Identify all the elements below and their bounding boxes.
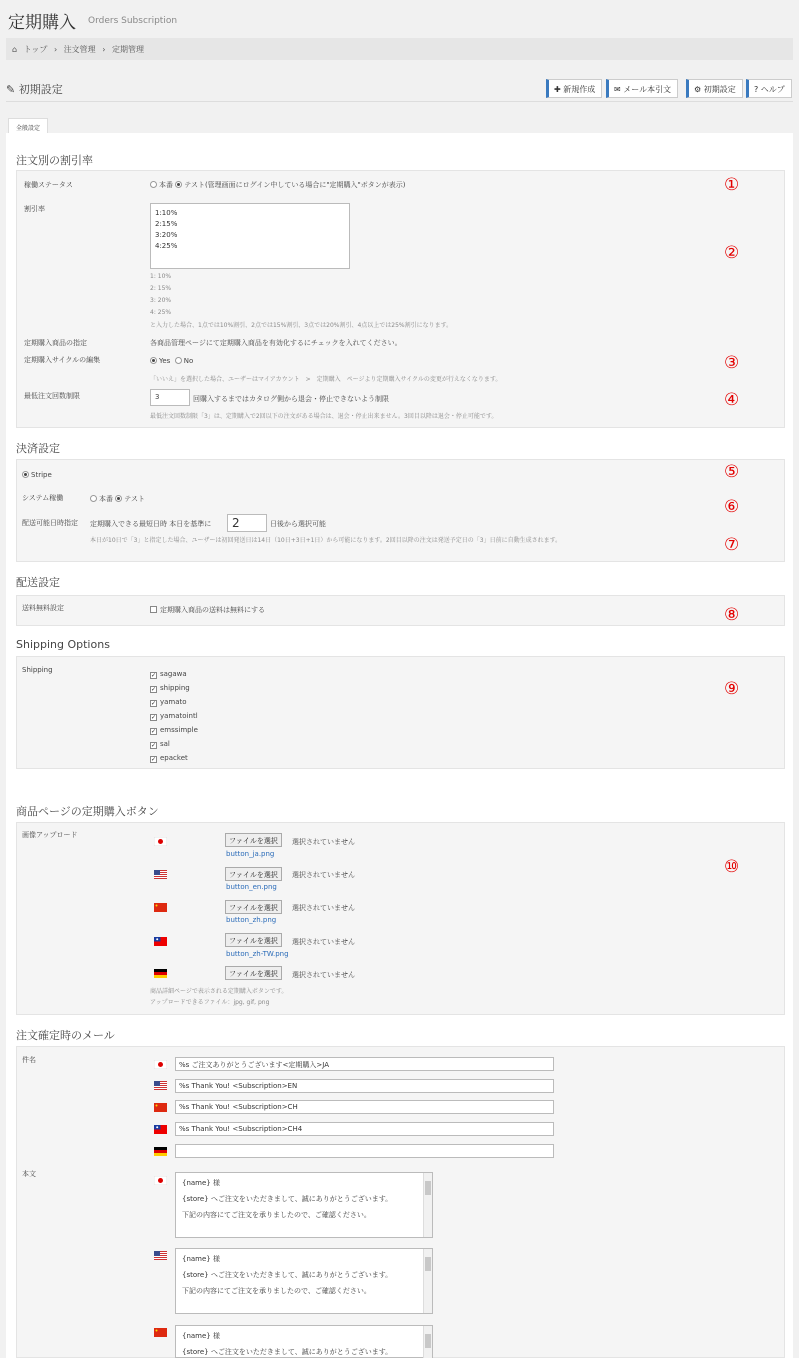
min-order-text: 回購入するまではカタログ側から退会・停止できないよう制限 [193, 395, 389, 403]
subject-input-zh[interactable]: %s Thank You! <Subscription>CH [175, 1100, 554, 1114]
file-choose-button-en[interactable]: ファイルを選択 [225, 867, 282, 881]
body-line: {store} へご注文をいただきまして、誠にありがとうございます。 [182, 1271, 393, 1279]
body-textarea-zh[interactable] [175, 1325, 433, 1358]
cycle-yes-radio[interactable] [150, 357, 157, 364]
delivery-pre: 定期購入できる最短日時 本日を基準に [90, 520, 212, 528]
checkbox[interactable]: ✓ [151, 728, 157, 735]
mail-heading: 注文確定時のメール [16, 1029, 115, 1042]
shipping-options-heading: Shipping Options [16, 638, 110, 651]
payment-heading: 決済設定 [16, 442, 60, 455]
delivery-post: 日後から選択可能 [270, 520, 326, 528]
file-status-zh-tw: 選択されていません [292, 938, 355, 946]
shipping-settings-box [16, 595, 785, 626]
china-flag-icon [154, 1103, 167, 1112]
breadcrumb-home[interactable]: トップ [23, 45, 48, 54]
taiwan-flag-icon [154, 1125, 167, 1134]
system-test-radio[interactable] [115, 495, 122, 502]
initial-settings-button[interactable]: ⚙ 初期設定 [686, 79, 743, 98]
stripe-radio[interactable] [22, 471, 29, 478]
us-flag-icon [154, 870, 167, 879]
checkbox[interactable]: ✓ [151, 700, 157, 707]
tab-general[interactable]: 全般設定 [8, 118, 48, 133]
upload-note-2: アップロードできるファイル：jpg, gif, png [150, 999, 270, 1006]
marker-10: ⑩ [724, 857, 740, 877]
rate-hint-2: 2: 15% [150, 285, 172, 292]
shipping-option-shipping: ✓ shipping [151, 684, 190, 693]
status-live-radio[interactable] [150, 181, 157, 188]
breadcrumb: ⌂ トップ › 注文管理 › 定期管理 [6, 38, 793, 60]
marker-5: ⑤ [724, 462, 740, 482]
status-options: 本番 テスト(管理画面にログイン中している場合に"定期購入"ボタンが表示) [150, 180, 406, 190]
mail-template-button[interactable]: ✉ メール本引文 [606, 79, 678, 98]
system-live-radio[interactable] [90, 495, 97, 502]
free-shipping-option: 定期購入商品の送料は無料にする [150, 605, 265, 615]
marker-9: ⑨ [724, 679, 740, 699]
body-line: {store} へご注文をいただきまして、誠にありがとうございます。 [182, 1348, 393, 1356]
file-link-zh[interactable]: button_zh.png [226, 916, 277, 924]
min-order-note: 最低注文回数制限「3」は、定期購入で2回以下の注文がある場合は、退会・停止出来ません。3回目以降は退会・停止可能です。 [150, 413, 498, 420]
body-line: {store} へご注文をいただきまして、誠にありがとうございます。 [182, 1195, 393, 1203]
shipping-settings-heading: 配送設定 [16, 576, 60, 589]
discount-heading: 注文別の割引率 [16, 154, 93, 167]
divider [6, 101, 793, 102]
delivery-label: 配送可能日時指定 [22, 519, 78, 527]
us-flag-icon [154, 1251, 167, 1260]
rate-hint-1: 1: 10% [150, 273, 172, 280]
subject-label: 件名 [22, 1056, 36, 1064]
body-line: 下記の内容にてご注文を承りましたので、ご確認ください。 [182, 1211, 371, 1219]
section-title: ✎ 初期設定 [6, 83, 63, 96]
marker-7: ⑦ [724, 535, 740, 555]
shipping-option-emssimple: ✓ emssimple [151, 726, 198, 735]
upload-note-1: 商品詳細ページで表示される定期購入ボタンです。 [150, 988, 288, 995]
file-status-de: 選択されていません [292, 971, 355, 979]
new-button[interactable]: ✚ 新規作成 [546, 79, 602, 98]
japan-flag-icon [154, 1176, 167, 1185]
envelope-icon: ✉ [614, 85, 621, 94]
file-link-zh-tw[interactable]: button_zh-TW.png [226, 950, 289, 958]
scrollbar[interactable] [423, 1173, 432, 1237]
rate-textarea[interactable]: 1:10% 2:15% 3:20% 4:25% [150, 203, 350, 269]
cycle-label: 定期購入サイクルの編集 [24, 356, 101, 364]
shipping-option-sal: ✓ sal [151, 740, 170, 749]
shipping-option-yamato: ✓ yamato [151, 698, 187, 707]
system-label: システム稼働 [22, 494, 64, 502]
shipping-option-epacket: ✓ epacket [151, 754, 188, 763]
file-choose-button-zh-tw[interactable]: ファイルを選択 [225, 933, 282, 947]
shipping-options-box [16, 656, 785, 769]
payment-box [16, 459, 785, 562]
scrollbar[interactable] [423, 1249, 432, 1313]
min-order-input[interactable]: 3 [150, 389, 190, 406]
help-button[interactable]: ? ヘルプ [746, 79, 792, 98]
rate-label: 割引率 [24, 205, 45, 213]
status-test-radio[interactable] [175, 181, 182, 188]
body-line: 下記の内容にてご注文を承りましたので、ご確認ください。 [182, 1287, 371, 1295]
system-options: 本番 テスト [90, 494, 145, 504]
file-choose-button-zh[interactable]: ファイルを選択 [225, 900, 282, 914]
product-text: 各商品管理ページにて定期購入商品を有効化するにチェックを入れてください。 [150, 339, 402, 347]
japan-flag-icon [154, 837, 167, 846]
free-shipping-label: 送料無料設定 [22, 604, 64, 612]
rate-hint-4: 4: 25% [150, 309, 172, 316]
file-link-ja[interactable]: button_ja.png [226, 850, 275, 858]
checkbox[interactable]: ✓ [151, 672, 157, 679]
germany-flag-icon [154, 969, 167, 978]
gear-icon: ⚙ [694, 85, 702, 94]
subject-input-zh-tw[interactable]: %s Thank You! <Subscription>CH4 [175, 1122, 554, 1136]
marker-1: ① [724, 175, 740, 195]
status-label: 稼働ステータス [24, 181, 73, 189]
file-status-en: 選択されていません [292, 871, 355, 879]
file-status-zh: 選択されていません [292, 904, 355, 912]
checkbox[interactable]: ✓ [151, 756, 157, 763]
us-flag-icon [154, 1081, 167, 1090]
page-title: 定期購入 [8, 13, 76, 33]
subject-input-en[interactable]: %s Thank You! <Subscription>EN [175, 1079, 554, 1093]
delivery-days-input[interactable]: 2 [227, 514, 267, 532]
checkbox[interactable]: ✓ [151, 714, 157, 721]
edit-icon: ✎ [6, 83, 16, 96]
product-label: 定期購入商品の指定 [24, 339, 87, 347]
page-subtitle: Orders Subscription [88, 16, 178, 26]
free-shipping-checkbox[interactable] [150, 606, 157, 613]
shipping-option-yamatointl: ✓ yamatointl [151, 712, 198, 721]
stripe-option: Stripe [22, 471, 52, 479]
button-section-box [16, 822, 785, 1015]
body-textarea-en[interactable] [175, 1248, 433, 1314]
button-section-heading: 商品ページの定期購入ボタン [16, 805, 159, 818]
breadcrumb-orders[interactable]: 注文管理 [63, 45, 96, 54]
cycle-options: Yes No [150, 357, 193, 365]
marker-4: ④ [724, 390, 740, 410]
marker-3: ③ [724, 353, 740, 373]
discount-box [16, 170, 785, 428]
plus-icon: ✚ [554, 85, 561, 94]
marker-6: ⑥ [724, 497, 740, 517]
min-order-label: 最低注文回数制限 [24, 392, 80, 400]
cycle-no-radio[interactable] [175, 357, 182, 364]
checkbox[interactable]: ✓ [151, 742, 157, 749]
delivery-note: 本日が10日で「3」と指定した場合、ユーザーは初回発送日は14日（10日+3日+1日）から可能になります。2回目以降の注文は発送予定日の「3」日前に自動生成されます。 [90, 537, 562, 544]
japan-flag-icon [154, 1060, 167, 1069]
subject-input-de[interactable] [175, 1144, 554, 1158]
germany-flag-icon [154, 1147, 167, 1156]
body-line: {name} 様 [182, 1179, 220, 1187]
cycle-note: 「いいえ」を選択した場合、ユーザーはマイアカウント > 定期購入 ページより定期購入サイクルの変更が行えなくなります。 [150, 376, 502, 383]
question-icon: ? [754, 85, 759, 94]
scrollbar[interactable] [423, 1326, 432, 1358]
rate-hint-3: 3: 20% [150, 297, 172, 304]
marker-2: ② [724, 243, 740, 263]
file-link-en[interactable]: button_en.png [226, 883, 277, 891]
body-line: {name} 様 [182, 1255, 220, 1263]
shipping-label: Shipping [22, 666, 53, 674]
china-flag-icon [154, 903, 167, 912]
upload-label: 画像アップロード [22, 831, 78, 839]
china-flag-icon [154, 1328, 167, 1337]
rate-hint-5: と入力した場合、1点では10%割引、2点では15%割引、3点では20%割引、4点以上では25%割引になります。 [150, 322, 453, 329]
subject-input-ja[interactable]: %s ご注文ありがとうございます<定期購入>JA [175, 1057, 554, 1071]
home-icon: ⌂ [12, 45, 18, 54]
shipping-option-sagawa: ✓ sagawa [151, 670, 187, 679]
file-choose-button-ja[interactable]: ファイルを選択 [225, 833, 282, 847]
marker-8: ⑧ [724, 605, 740, 625]
taiwan-flag-icon [154, 937, 167, 946]
body-label: 本文 [22, 1170, 36, 1178]
body-textarea-ja[interactable] [175, 1172, 433, 1238]
file-status-ja: 選択されていません [292, 838, 355, 846]
file-choose-button-de[interactable]: ファイルを選択 [225, 966, 282, 980]
body-line: {name} 様 [182, 1332, 220, 1340]
checkbox[interactable]: ✓ [151, 686, 157, 693]
breadcrumb-subscription: 定期管理 [111, 45, 144, 54]
